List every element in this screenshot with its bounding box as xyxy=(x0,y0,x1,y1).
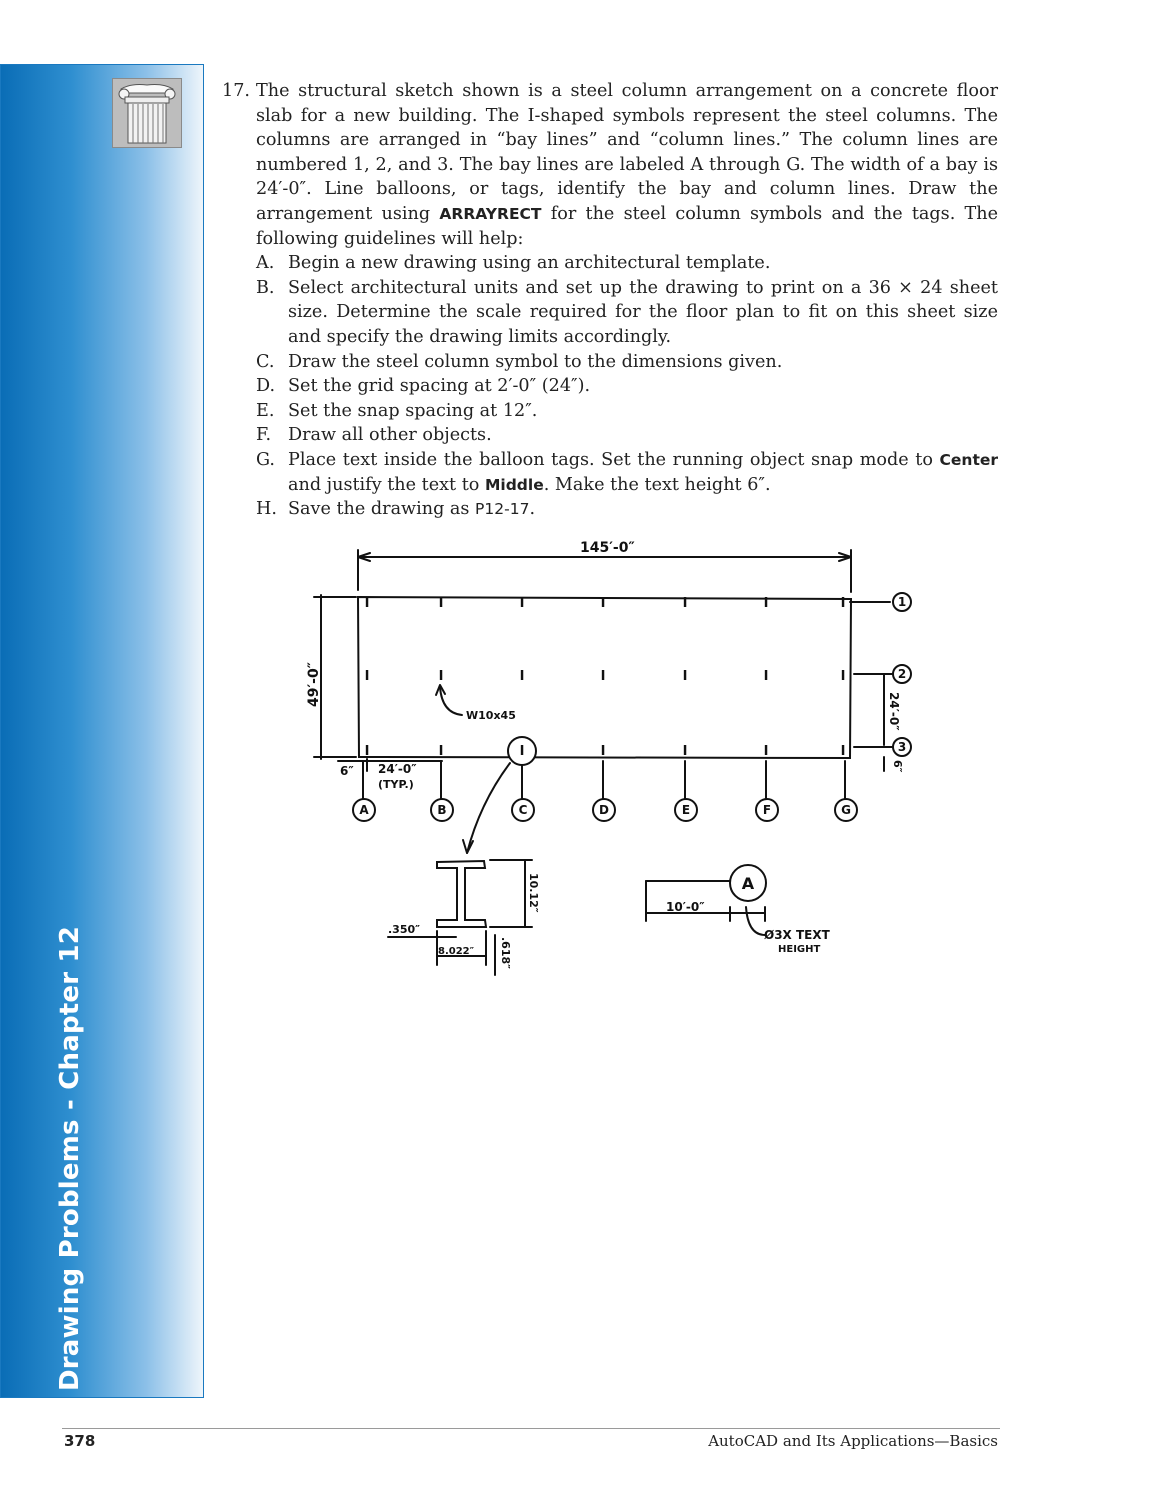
step-text: and justify the text to xyxy=(288,474,480,495)
step-text: Draw the steel column symbol to the dimensions given. xyxy=(288,351,783,372)
list-item xyxy=(256,497,998,522)
svg-text:I: I xyxy=(682,596,688,611)
detail-height-dim: 10.12″ xyxy=(527,873,540,913)
step-letter: C. xyxy=(256,351,275,372)
file-name: P12-17 xyxy=(475,500,530,519)
svg-text:I: I xyxy=(600,596,606,611)
footer-rule xyxy=(62,1428,1000,1429)
column-tag-3: 3 xyxy=(897,740,907,754)
step-letter: A. xyxy=(256,253,275,274)
column-designation: W10x45 xyxy=(466,709,516,722)
bay-tag-e: E xyxy=(681,803,691,817)
intro-text: The structural sketch shown is a steel column arrangement on a concrete floor slab for a new building. The I-shaped symbols represent the steel columns. The columns are arranged in “bay lines” and “column lines.” The column lines are numbered 1, 2, and 3. The bay lines are labeled A through G. The width of a bay is 24′-0″. Line balloons, or tags, identify the bay and column lines. Draw the arrangement using xyxy=(256,81,998,224)
problem-number: 17. xyxy=(222,81,250,101)
svg-text:I: I xyxy=(763,669,769,684)
bay-tag-f: F xyxy=(762,803,772,817)
overall-depth-dim: 49′-0″ xyxy=(306,662,322,707)
step-letter: G. xyxy=(256,449,276,470)
column-tag-1: 1 xyxy=(897,595,907,609)
step-letter: F. xyxy=(256,425,272,446)
svg-text:I: I xyxy=(682,669,688,684)
svg-text:I: I xyxy=(438,669,444,684)
svg-text:I: I xyxy=(364,669,370,684)
step-text: Set the grid spacing at 2′-0″ (24″). xyxy=(288,376,591,397)
svg-text:I: I xyxy=(438,596,444,611)
step-text: Set the snap spacing at 12″. xyxy=(288,400,538,421)
svg-text:I: I xyxy=(519,744,525,759)
problem-intro xyxy=(256,79,998,251)
balloon-note-line-2: HEIGHT xyxy=(778,944,821,955)
step-text: Begin a new drawing using an architectural template. xyxy=(288,253,771,274)
bay-note: (TYP.) xyxy=(378,778,414,791)
bay-tag-c: C xyxy=(518,803,528,817)
ionic-column-icon xyxy=(112,78,182,148)
chapter-title: Drawing Problems - Chapter 12 xyxy=(55,925,85,1391)
list-item xyxy=(256,448,998,497)
svg-text:I: I xyxy=(519,669,525,684)
list-item xyxy=(256,276,998,350)
svg-text:I: I xyxy=(763,596,769,611)
svg-text:I: I xyxy=(364,744,370,759)
bay-tag-b: B xyxy=(437,803,447,817)
guideline-list xyxy=(222,251,998,522)
justify-mode: Middle xyxy=(484,475,544,494)
edge-offset-bottom: 6″ xyxy=(340,764,354,778)
step-letter: D. xyxy=(256,376,276,397)
svg-text:I: I xyxy=(600,669,606,684)
list-item xyxy=(256,423,998,448)
bay-tag-d: D xyxy=(599,803,609,817)
step-letter: B. xyxy=(256,277,275,298)
detail-flange-width-dim: 8.022″ xyxy=(438,946,475,957)
overall-width-dim: 145′-0″ xyxy=(580,540,635,556)
step-letter: E. xyxy=(256,400,275,421)
column-tag-2: 2 xyxy=(897,667,907,681)
step-text: Save the drawing as xyxy=(288,499,470,520)
column-spacing-dim: 24′-0″ xyxy=(887,692,901,731)
svg-text:I: I xyxy=(763,744,769,759)
structural-sketch xyxy=(290,535,950,985)
svg-text:I: I xyxy=(519,596,525,611)
step-text: Select architectural units and set up the drawing to print on a 36 × 24 sheet size. Determine the scale required for the floor plan to fit on this sheet size and specify the drawing limits accordingly. xyxy=(288,277,998,347)
svg-text:I: I xyxy=(682,744,688,759)
edge-offset-right: 6″ xyxy=(891,760,904,773)
svg-text:I: I xyxy=(438,744,444,759)
osnap-mode: Center xyxy=(939,450,999,469)
detail-flange-thickness-dim: .618″ xyxy=(499,937,512,970)
step-text: Place text inside the balloon tags. Set the running object snap mode to xyxy=(288,449,933,470)
bay-tag-g: G xyxy=(841,803,851,817)
balloon-note-line-1: Ø3X TEXT xyxy=(764,928,830,942)
detail-web-dim: .350″ xyxy=(388,923,421,936)
list-item xyxy=(256,374,998,399)
problem-17 xyxy=(222,79,998,522)
svg-text:I: I xyxy=(600,744,606,759)
command-name: ARRAYRECT xyxy=(439,204,542,223)
page-number: 378 xyxy=(64,1432,96,1450)
svg-text:I: I xyxy=(840,669,846,684)
list-item xyxy=(256,399,998,424)
svg-text:I: I xyxy=(364,596,370,611)
svg-text:I: I xyxy=(840,744,846,759)
book-title: AutoCAD and Its Applications—Basics xyxy=(708,1432,998,1450)
balloon-dim: 10′-0″ xyxy=(666,900,705,914)
list-item xyxy=(256,251,998,276)
intro-text-end: for the steel column symbols and the tags. The following guidelines will help: xyxy=(256,203,999,249)
step-text: . Make the text height 6″. xyxy=(543,474,771,495)
step-text: . xyxy=(529,499,536,520)
list-item xyxy=(256,350,998,375)
step-text: Draw all other objects. xyxy=(288,425,492,446)
bay-tag-a: A xyxy=(359,803,369,817)
balloon-letter: A xyxy=(741,874,755,893)
step-letter: H. xyxy=(256,499,277,520)
svg-text:I: I xyxy=(840,596,846,611)
bay-width-dim: 24′-0″ xyxy=(378,762,417,776)
chapter-sidebar xyxy=(0,64,204,1398)
